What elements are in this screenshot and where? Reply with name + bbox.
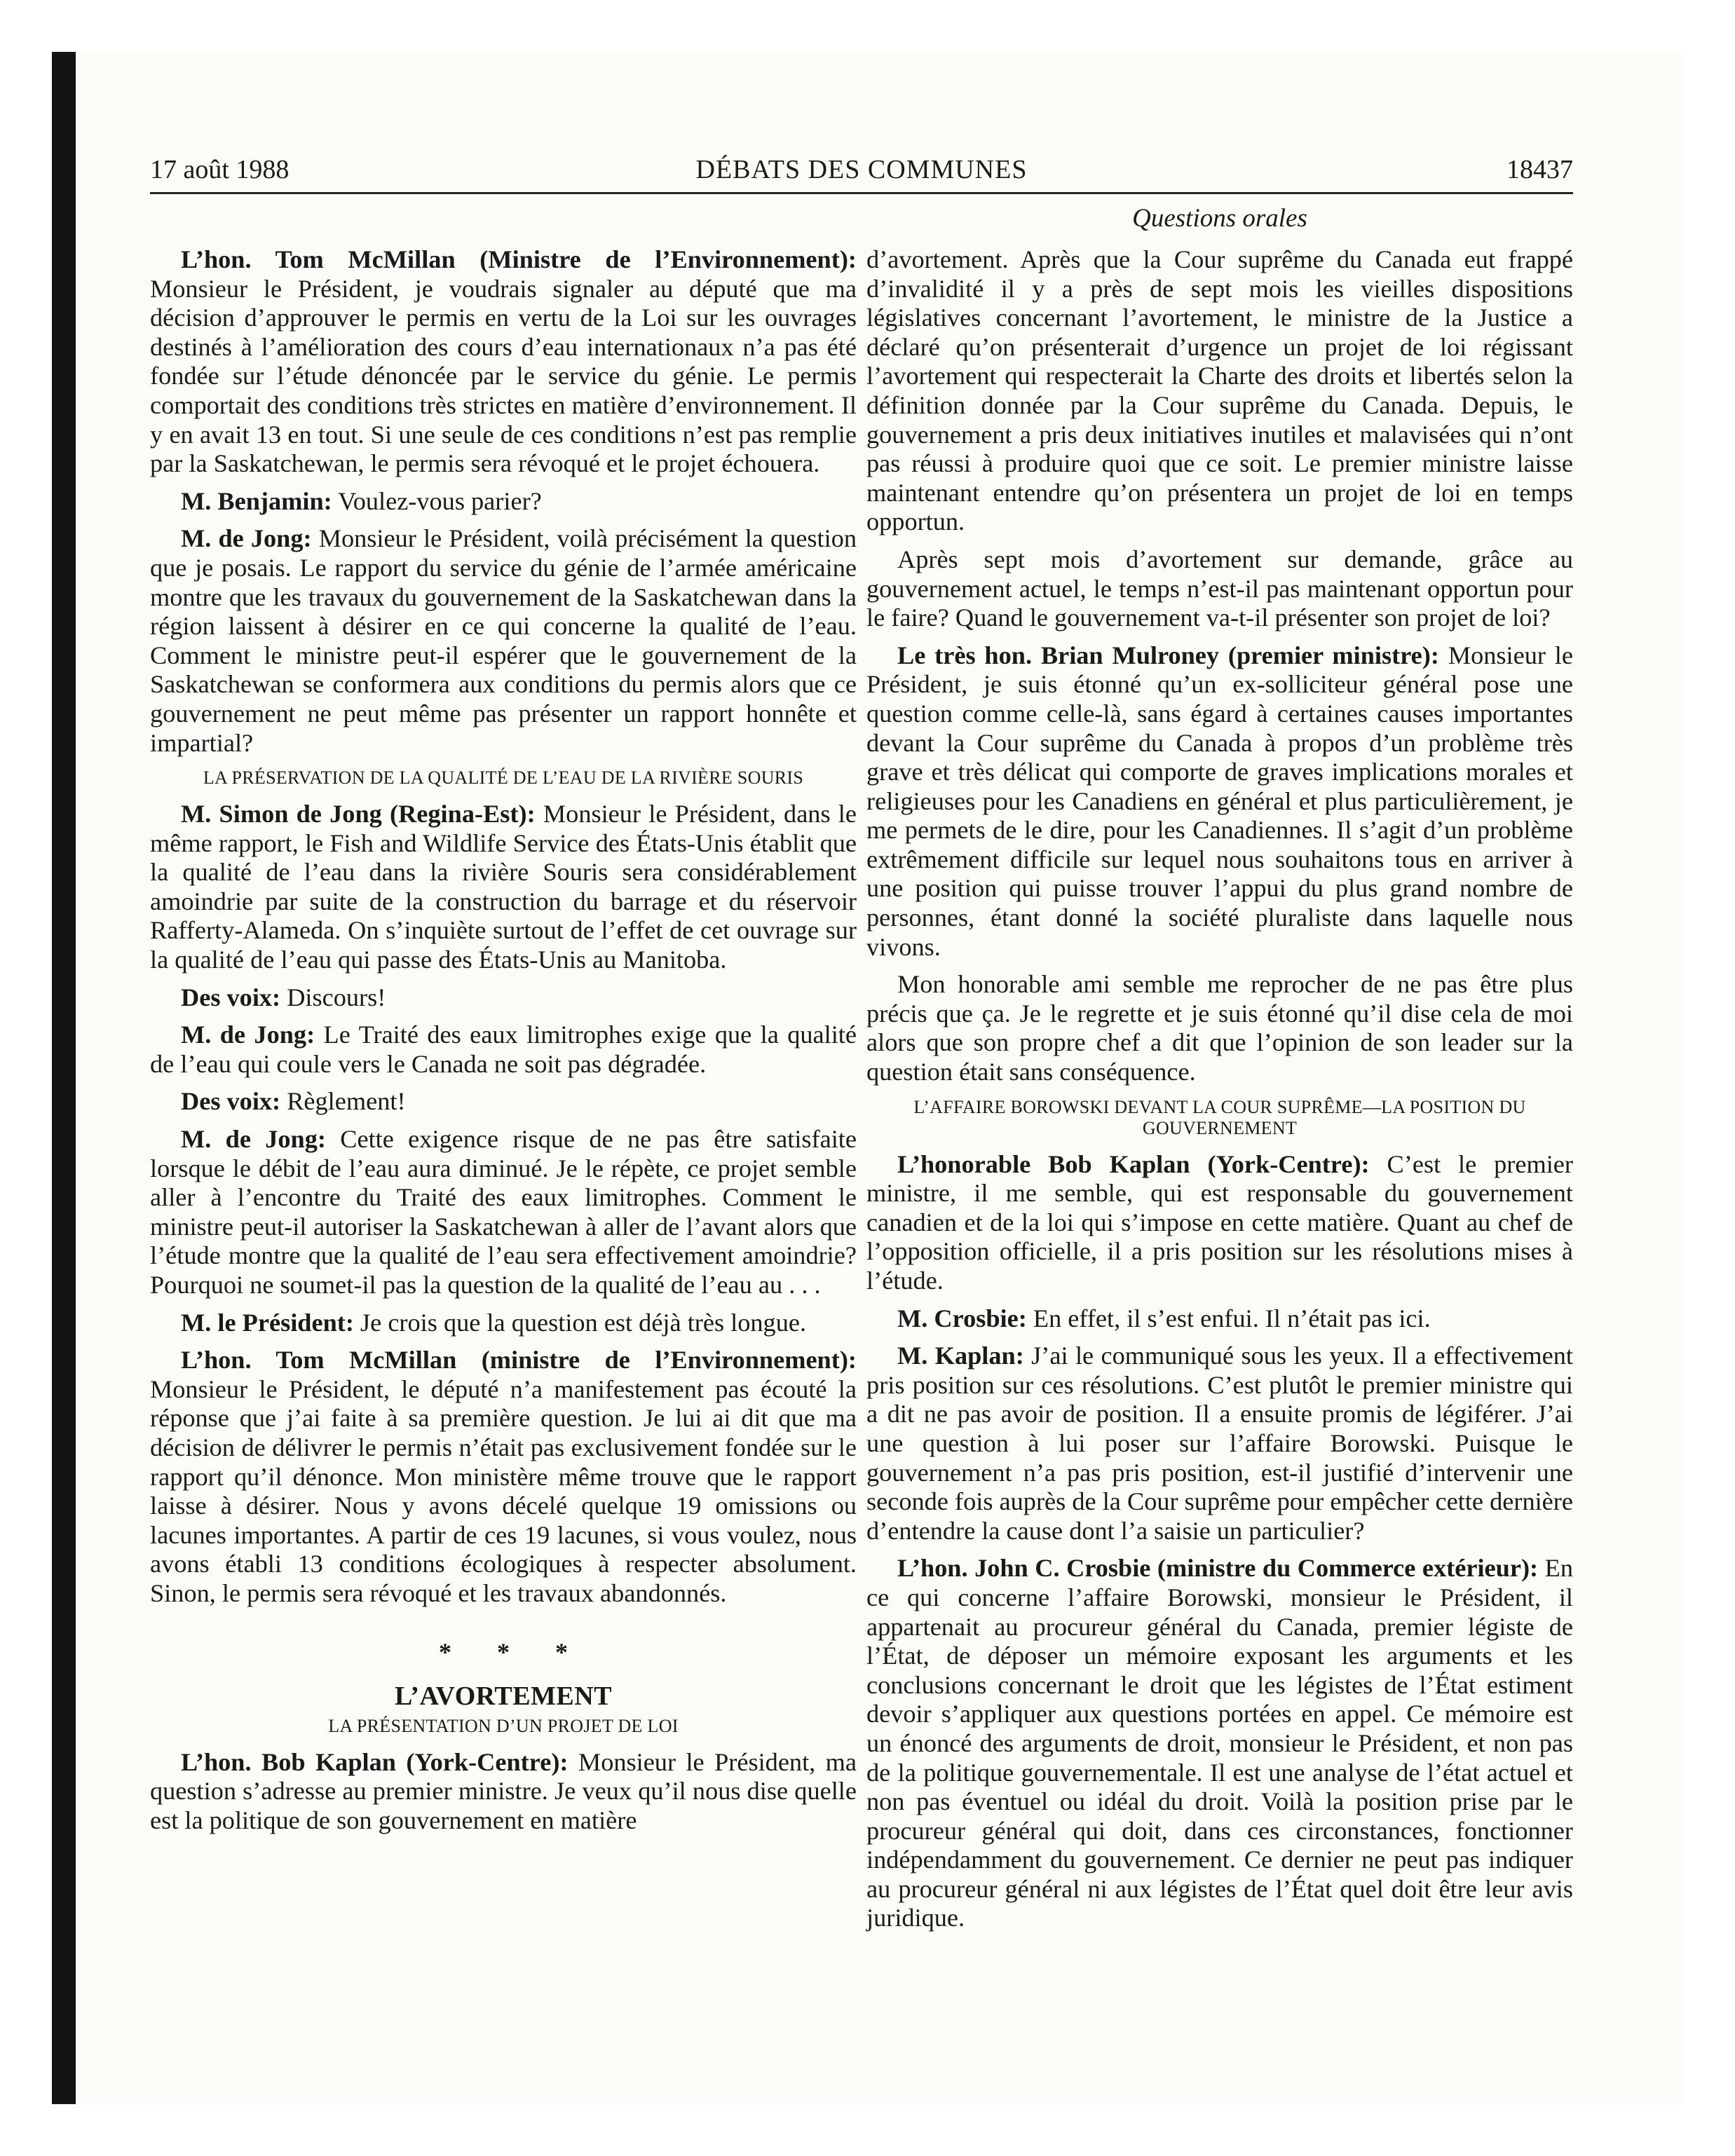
paragraph (866, 1150, 1573, 1296)
paragraph (150, 1125, 857, 1300)
speech-text: Monsieur le Président, ma question s’adresse au premier ministre. Je veux qu’il nous dise quelle est la politique de son gouvernement en matière (150, 1747, 857, 1834)
paragraph (150, 1748, 857, 1836)
speaker-name: Des voix: (181, 983, 281, 1011)
speech-text: Le Traité des eaux limitrophes exige que la qualité de l’eau qui coule vers le Canada ne soit pas dégradée. (150, 1021, 857, 1078)
speaker-name: M. le Président: (181, 1308, 354, 1337)
speaker-name: M. Crosbie: (897, 1304, 1027, 1332)
left-column (150, 245, 857, 1844)
subheading: L’AFFAIRE BOROWSKI DEVANT LA COUR SUPRÊME—LA POSITION DU GOUVERNEMENT (913, 1096, 1526, 1138)
speaker-name: L’hon. Bob Kaplan (York-Centre): (181, 1747, 569, 1776)
page-header (150, 153, 1573, 194)
speech-text: Monsieur le Président, je suis étonné qu’un ex-solliciteur général pose une question comme celle-là, sans égard à certaines causes importantes devant la Cour suprême du Canada à propos d’un problème très grave et très délicat qui comporte de graves implications morales et religieuses pour les Canadiens en général et plus particulièrement, je me permets de le dire, pour les Canadiennes. Il s’agit d’un problème extrêmement difficile sur lequel nous souhaitons tous en arriver à une position qui puisse trouver l’appui du plus grand nombre de personnes, étant donné la société pluraliste dans laquelle nous vivons. (866, 641, 1573, 961)
speaker-name: M. de Jong: (181, 1021, 315, 1049)
scan-binding-edge (52, 52, 76, 2104)
section-heading: L’AVORTEMENT (394, 1681, 613, 1712)
header-page-number: 18437 (1506, 155, 1573, 184)
paragraph (150, 983, 857, 1013)
speech-text: Voulez-vous parier? (332, 486, 542, 515)
section-separator: * * * (439, 1637, 587, 1666)
header-date: 17 août 1988 (150, 155, 290, 184)
paragraph (150, 1087, 857, 1117)
speech-text: Monsieur le Président, voilà précisément la question que je posais. Le rapport du service du génie de l’armée américaine montre que les travaux du gouvernement de la Saskatchewan dans la région laissent à désirer en ce qui concerne la qualité de l’eau. Comment le ministre peut-il espérer que le gouvernement de la Saskatchewan se conformera aux conditions du permis alors que ce gouvernement ne peut même pas présenter un rapport honnête et impartial? (150, 524, 857, 757)
speaker-name: Le très hon. Brian Mulroney (premier ministre): (897, 641, 1439, 669)
paragraph (866, 1304, 1573, 1334)
speech-text: Règlement! (280, 1087, 406, 1116)
speaker-name: L’hon. Tom McMillan (Ministre de l’Environnement): (181, 245, 857, 273)
speech-text: Monsieur le Président, le député n’a manifestement pas écouté la réponse que j’ai faite à sa première question. Je lui ai dit que ma décision de délivrer le permis n’était pas exclusivement fondée sur le rapport qu’il dénonce. Mon ministère même trouve que le rapport laisse à désirer. Nous y avons décelé quelque 19 omissions ou lacunes importantes. A partir de ces 19 lacunes, si vous voulez, nous avons établi 13 conditions écologiques à respecter absolument. Sinon, le permis sera révoqué et les travaux abandonnés. (150, 1374, 857, 1607)
speaker-name: M. de Jong: (181, 1125, 326, 1154)
paragraph-continued: d’avortement. Après que la Cour suprême du Canada eut frappé d’invalidité il y a près de sept mois les vieilles dispositions législatives concernant l’avortement, le ministre de la Justice a déclaré qu’on présenterait d’urgence un projet de loi régissant l’avortement qui respecterait la Charte des droits et libertés selon la définition donnée par la Cour suprême du Canada. Depuis, le gouvernement a pris deux initiatives inutiles et malavisées qui n’ont pas réussi à produire quoi que ce soit. Le premier ministre laisse maintenant entendre qu’on présentera un projet de loi en temps opportun. (866, 245, 1573, 536)
speaker-name: L’hon. John C. Crosbie (ministre du Commerce extérieur): (897, 1554, 1539, 1583)
header-title: DÉBATS DES COMMUNES (695, 155, 1028, 184)
speech-text: Cette exigence risque de ne pas être satisfaite lorsque le débit de l’eau aura diminué. Je le répète, ce projet semble aller à l’encontre du Traité des eaux limitrophes. Comment le ministre peut-il autoriser la Saskatchewan à aller de l’avant alors que l’étude montre que la qualité de l’eau sera effectivement amoindrie? Pourquoi ne soumet-il pas la question de la qualité de l’eau au . . . (150, 1125, 857, 1299)
speech-text: Discours! (280, 983, 386, 1011)
speech-text: En ce qui concerne l’affaire Borowski, monsieur le Président, il appartenait au procureur général du Canada, premier légiste de l’État, de déposer un mémoire exposant les arguments et les conclusions concernant le droit que les légistes de l’État estiment devoir s’appliquer aux questions portées en appel. Ce mémoire est un énoncé des arguments de droit, monsieur le Président, et non pas de la politique gouvernementale. Il est une analyse de l’état actuel et non pas éventuel ou idéal du droit. Voilà la position prise par le procureur général qui doit, dans ces circonstances, fonctionner indépendamment du gouvernement. Ce dernier ne peut pas indiquer au procureur général ni aux légistes de l’État quel doit être leur avis juridique. (866, 1554, 1573, 1932)
subheading: LA PRÉSERVATION DE LA QUALITÉ DE L’EAU DE LA RIVIÈRE SOURIS (203, 767, 804, 789)
speaker-name: Des voix: (181, 1087, 281, 1116)
speech-text: En effet, il s’est enfui. Il n’était pas ici. (1026, 1304, 1431, 1332)
paragraph: Mon honorable ami semble me reprocher de ne pas être plus précis que ça. Je le regrette et je suis étonné qu’il dise cela de moi alors que son propre chef a dit que l’opinion de son leader sur la question était sans conséquence. (866, 970, 1573, 1086)
paragraph (150, 800, 857, 975)
speech-text: Monsieur le Président, dans le même rapport, le Fish and Wildlife Service des États-Unis établit que la qualité de l’eau dans la rivière Souris sera considérablement amoindrie par suite de la construction du barrage et du réservoir Rafferty-Alameda. On s’inquiète surtout de l’effet de cet ouvrage sur la qualité de l’eau qui passe des États-Unis au Manitoba. (150, 800, 857, 974)
section-label: Questions orales (1132, 204, 1307, 233)
subheading: LA PRÉSENTATION D’UN PROJET DE LOI (328, 1715, 679, 1736)
right-column (866, 245, 1573, 1942)
paragraph (150, 524, 857, 758)
speaker-name: M. Benjamin: (181, 486, 332, 515)
paragraph (150, 487, 857, 517)
paragraph (866, 1342, 1573, 1546)
paragraph: Après sept mois d’avortement sur demande, grâce au gouvernement actuel, le temps n’est-il pas maintenant opportun pour le faire? Quand le gouvernement va-t-il présenter son projet de loi? (866, 545, 1573, 632)
paragraph (866, 641, 1573, 962)
speaker-name: M. Kaplan: (897, 1342, 1024, 1370)
paragraph (866, 1554, 1573, 1933)
paragraph (150, 1021, 857, 1079)
speech-text: Je crois que la question est déjà très longue. (353, 1308, 807, 1337)
paragraph (150, 245, 857, 479)
speech-text: C’est le premier ministre, il me semble, qui est responsable du gouvernement canadien et de la loi qui s’impose en cette matière. Quant au chef de l’opposition officielle, il a pris position sur les résolutions mises à l’étude. (866, 1149, 1573, 1295)
paragraph (150, 1309, 857, 1338)
speaker-name: M. Simon de Jong (Regina-Est): (181, 800, 536, 828)
speech-text: Monsieur le Président, je voudrais signaler au député que ma décision d’approuver le permis en vertu de la Loi sur les ouvrages destinés à l’amélioration des cours d’eau internationaux n’a pas été fondée sur l’étude dénoncée par le service du génie. Le permis comportait des conditions très strictes en matière d’environnement. Il y en avait 13 en tout. Si une seule de ces conditions n’est pas remplie par la Saskatchewan, le permis sera révoqué et le projet échouera. (150, 274, 857, 478)
speaker-name: M. de Jong: (181, 524, 312, 553)
speaker-name: L’hon. Tom McMillan (ministre de l’Environnement): (181, 1346, 857, 1374)
speaker-name: L’honorable Bob Kaplan (York-Centre): (897, 1149, 1370, 1178)
speech-text: J’ai le communiqué sous les yeux. Il a effectivement pris position sur ces résolutions. C’est plutôt le premier ministre qui a dit ne pas avoir de position. Il a ensuite promis de légiférer. J’ai une question à lui poser sur l’affaire Borowski. Puisque le gouvernement n’a pas pris position, est-il justifié d’intervenir une seconde fois auprès de la Cour suprême pour empêcher cette dernière d’entendre la cause dont l’a saisie un particulier? (866, 1342, 1573, 1545)
paragraph (150, 1346, 857, 1608)
